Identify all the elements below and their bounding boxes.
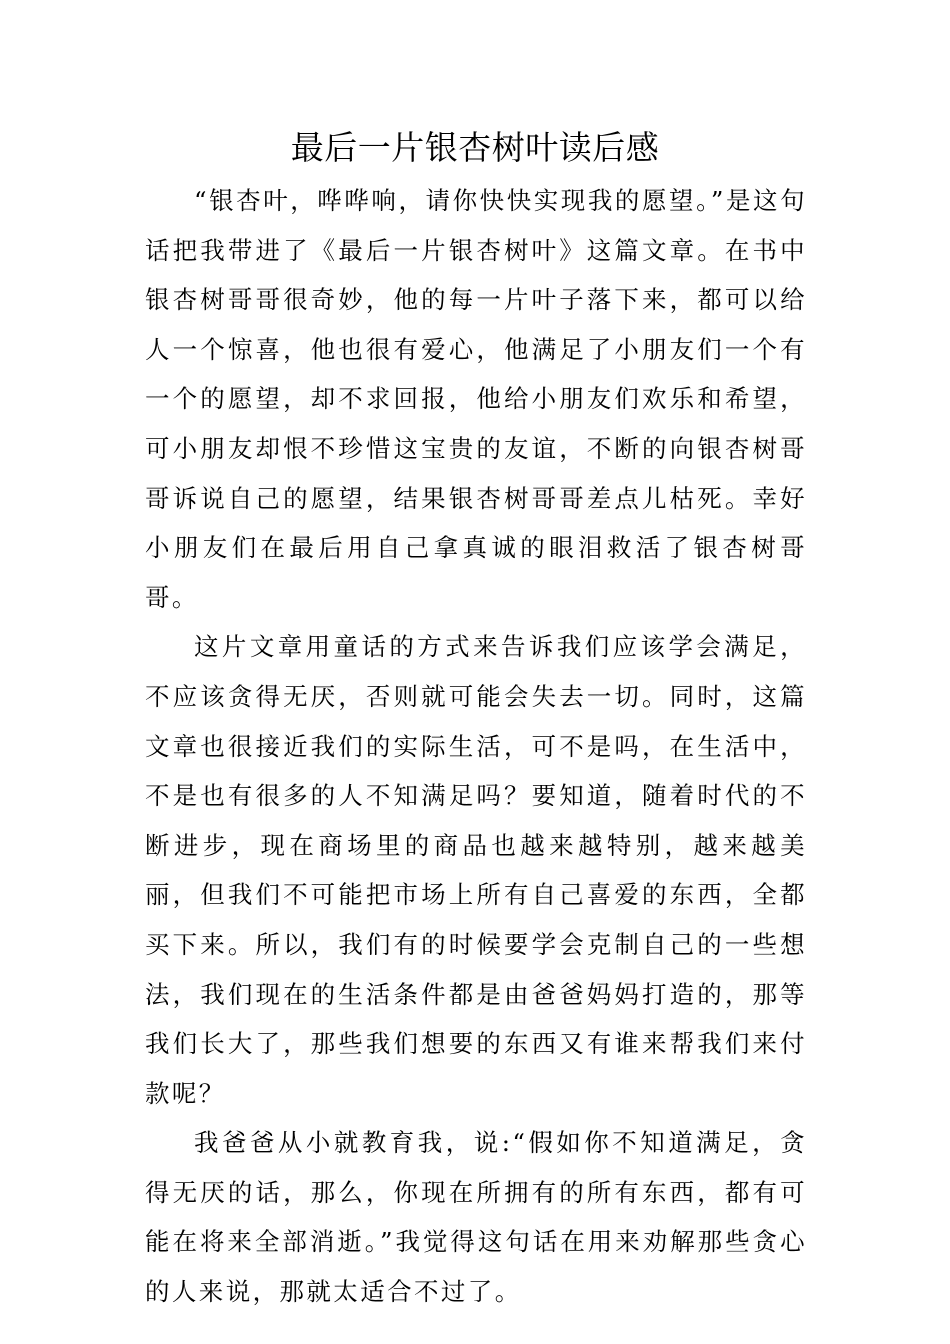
document-body <box>145 176 807 1317</box>
paragraph-2: 这片文章用童话的方式来告诉我们应该学会满足，不应该贪得无厌，否则就可能会失去一切。同时，这篇文章也很接近我们的实际生活，可不是吗，在生活中，不是也有很多的人不知满足吗？要知道，随着时代的不断进步，现在商场里的商品也越来越特别，越来越美丽，但我们不可能把市场上所有自己喜爱的东西，全都买下来。所以，我们有的时候要学会克制自己的一些想法，我们现在的生活条件都是由爸爸妈妈打造的，那等我们长大了，那些我们想要的东西又有谁来帮我们来付款呢？ <box>145 632 807 1108</box>
document-title: 最后一片银杏树叶读后感 <box>290 128 660 167</box>
paragraph-1: “银杏叶，哗哗响，请你快快实现我的愿望。”是这句话把我带进了《最后一片银杏树叶》这篇文章。在书中银杏树哥哥很奇妙，他的每一片叶子落下来，都可以给人一个惊喜，他也很有爱心，他满足了小朋友们一个有一个的愿望，却不求回报，他给小朋友们欢乐和希望，可小朋友却恨不珍惜这宝贵的友谊，不断的向银杏树哥哥诉说自己的愿望，结果银杏树哥哥差点儿枯死。幸好小朋友们在最后用自己拿真诚的眼泪救活了银杏树哥哥。 <box>145 186 807 612</box>
paragraph-3: 我爸爸从小就教育我，说:“假如你不知道满足，贪得无厌的话，那么，你现在所拥有的所有东西，都有可能在将来全部消逝。”我觉得这句话在用来劝解那些贪心的人来说，那就太适合不过了。 <box>145 1128 807 1307</box>
